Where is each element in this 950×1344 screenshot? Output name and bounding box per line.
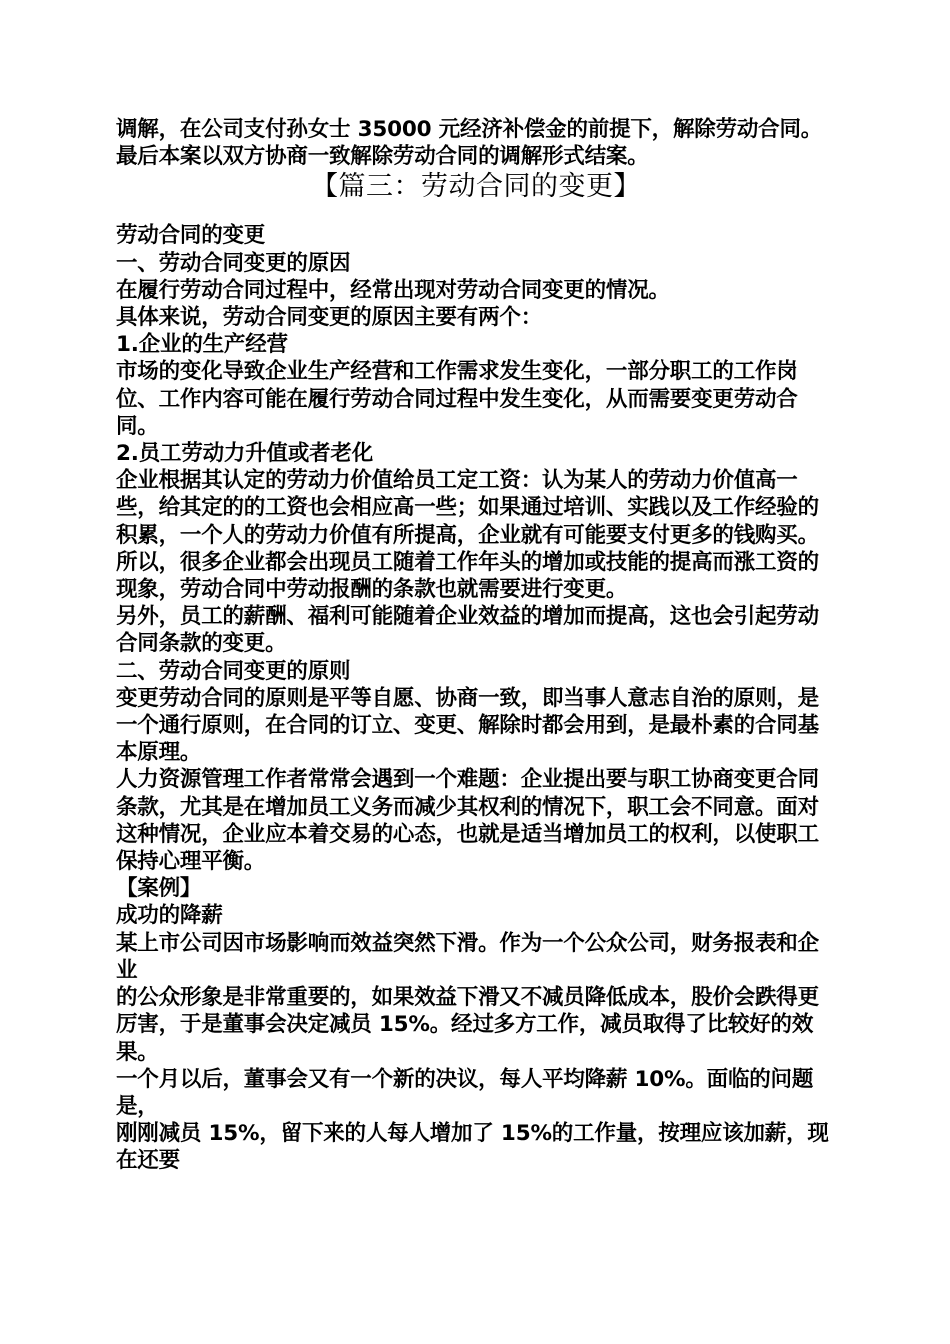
intro-paragraph: 调解，在公司支付孙女士 35000 元经济补偿金的前提下，解除劳动合同。最后本案以双方协商一致解除劳动合同的调解形式结案。 — [116, 117, 823, 170]
paragraph: 的公众形象是非常重要的，如果效益下滑又不减员降低成本，股价会跌得更厉害，于是董事会决定减员 15%。经过多方工作，减员取得了比较好的效果。 — [116, 985, 819, 1065]
case-title: 成功的降薪 — [116, 903, 223, 929]
case-label: 【案例】 — [116, 876, 202, 902]
subject-heading: 劳动合同的变更 — [116, 223, 266, 249]
paragraph: 市场的变化导致企业生产经营和工作需求发生变化，一部分职工的工作岗位、工作内容可能在履行劳动合同过程中发生变化，从而需要变更劳动合同。 — [116, 359, 798, 439]
section-title: 【篇三：劳动合同的变更】 — [311, 171, 641, 203]
paragraph: 企业根据其认定的劳动力价值给员工定工资：认为某人的劳动力价值高一些，给其定的的工资也会相应高一些；如果通过培训、实践以及工作经验的积累，一个人的劳动力价值有所提高，企业就有可能要支付更多的钱购买。所以，很多企业都会出现员工随着工作年头的增加或技能的提高而涨工资的现象，劳动合同中劳动报酬的条款也就需要进行变更。 — [116, 468, 819, 603]
paragraph: 一个月以后，董事会又有一个新的决议，每人平均降薪 10%。面临的问题是， — [116, 1066, 814, 1119]
document-page — [116, 116, 836, 1175]
paragraph: 某上市公司因市场影响而效益突然下滑。作为一个公众公司，财务报表和企业 — [116, 930, 819, 983]
heading-change-reasons: 一、劳动合同变更的原因 — [116, 250, 351, 276]
paragraph: 具体来说，劳动合同变更的原因主要有两个： — [116, 305, 543, 331]
paragraph: 人力资源管理工作者常常会遇到一个难题：企业提出要与职工协商变更合同条款，尤其是在增加员工义务而减少其权利的情况下，职工会不同意。面对这种情况，企业应本着交易的心态，也就是适当增加员工的权利，以使职工保持心理平衡。 — [116, 767, 819, 875]
paragraph: 另外，员工的薪酬、福利可能随着企业效益的增加而提高，这也会引起劳动合同条款的变更。 — [116, 604, 819, 657]
paragraph: 变更劳动合同的原则是平等自愿、协商一致，即当事人意志自治的原则，是一个通行原则，在合同的订立、变更、解除时都会用到，是最朴素的合同基本原理。 — [116, 685, 819, 766]
paragraph: 在履行劳动合同过程中，经常出现对劳动合同变更的情况。 — [116, 277, 670, 303]
heading-change-principles: 二、劳动合同变更的原则 — [116, 658, 351, 684]
subheading-labor-value: 2.员工劳动力升值或者老化 — [116, 441, 374, 467]
subheading-production: 1.企业的生产经营 — [116, 332, 288, 358]
paragraph: 刚刚减员 15%，留下来的人每人增加了 15%的工作量，按理应该加薪，现在还要 — [116, 1121, 829, 1174]
